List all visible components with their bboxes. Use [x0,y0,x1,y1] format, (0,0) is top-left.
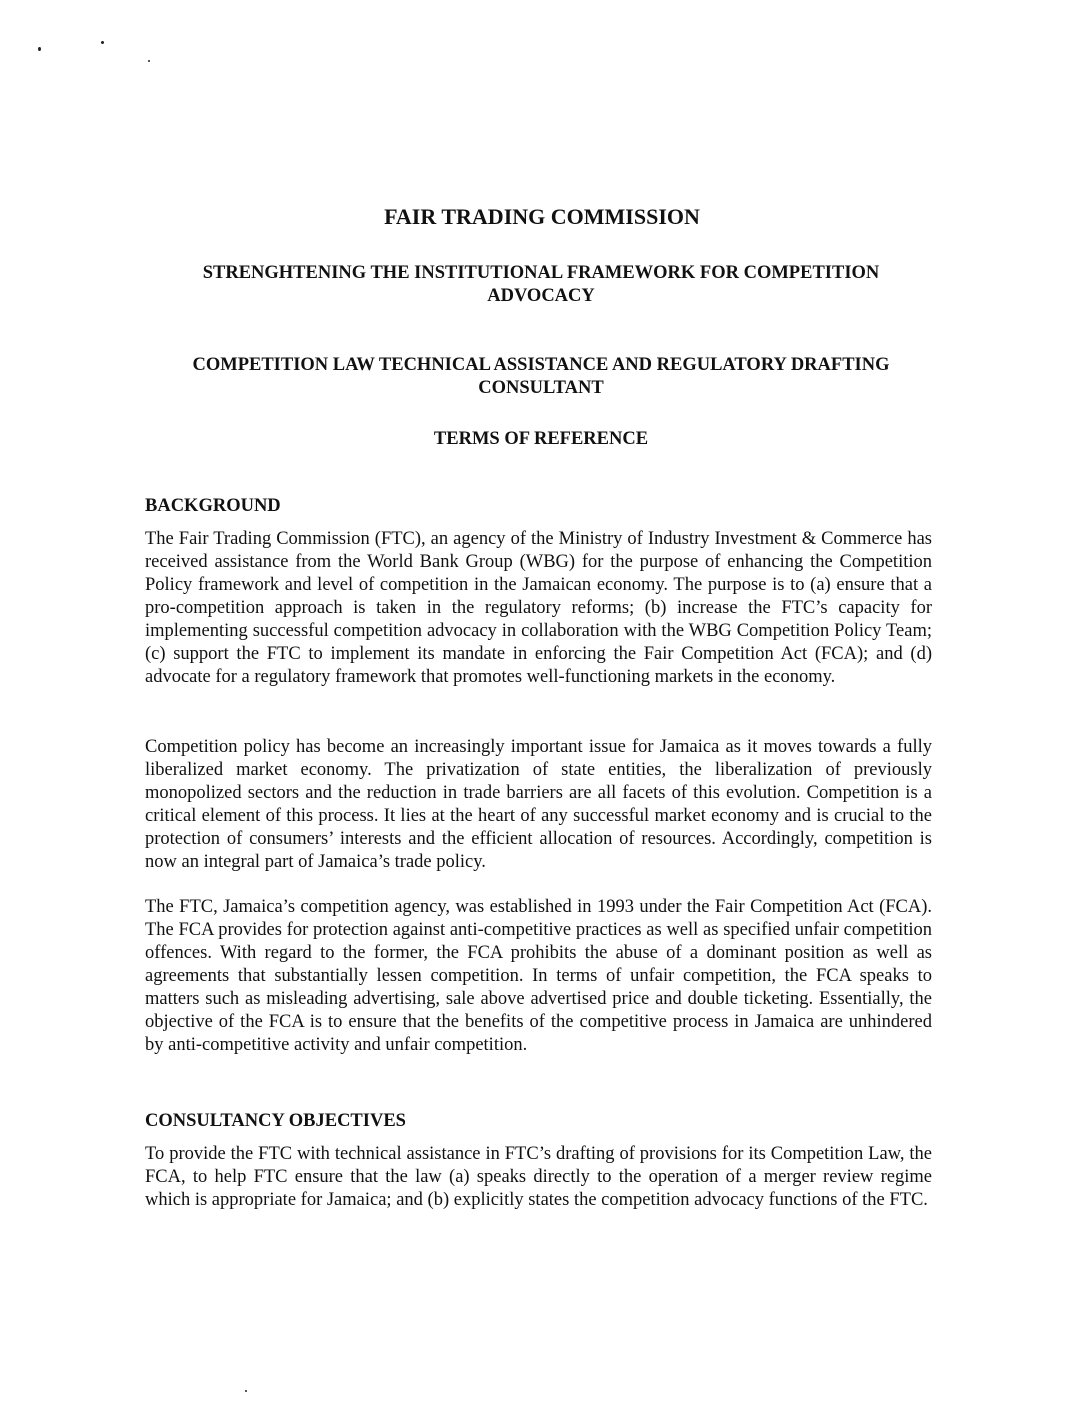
scan-speck [245,1390,247,1392]
scan-speck [101,41,104,44]
project-title [145,262,937,308]
objectives-heading: CONSULTANCY OBJECTIVES [145,1111,406,1131]
consultant-title-line: COMPETITION LAW TECHNICAL ASSISTANCE AND REGULATORY DRAFTING [192,355,890,375]
project-title-line: ADVOCACY [487,286,595,306]
scan-speck [38,47,41,51]
scan-speck [148,60,150,62]
background-paragraph: The Fair Trading Commission (FTC), an agency of the Ministry of Industry Investment & Commerce has received assistance from the World Bank Group (WBG) for the purpose of enhancing the Competition Policy framework and level of competition in the Jamaican economy. The purpose is to (a) ensure that a pro-competition approach is taken in the regulatory reforms; (b) increase the FTC’s capacity for implementing successful competition advocacy in collaboration with the WBG Competition Policy Team; (c) support the FTC to implement its mandate in enforcing the Fair Competition Act (FCA); and (d) advocate for a regulatory framework that promotes well-functioning markets in the economy. [145,529,932,687]
background-heading: BACKGROUND [145,496,281,516]
background-paragraph: The FTC, Jamaica’s competition agency, was established in 1993 under the Fair Competition Act (FCA). The FCA provides for protection against anti-competitive practices as well as specified unfair competition offences. With regard to the former, the FCA prohibits the abuse of a dominant position as well as agreements that substantially lessen competition. In terms of unfair competition, the FCA speaks to matters such as misleading advertising, sale above advertised price and double ticketing. Essentially, the objective of the FCA is to ensure that the benefits of the competitive process in Jamaica are unhindered by anti-competitive activity and unfair competition. [145,897,932,1055]
project-title-line: STRENGHTENING THE INSTITUTIONAL FRAMEWORK FOR COMPETITION [202,263,880,283]
terms-of-reference-heading: TERMS OF REFERENCE [433,429,649,449]
consultant-title [145,354,937,400]
background-paragraph: Competition policy has become an increasingly important issue for Jamaica as it moves towards a fully liberalized market economy. The privatization of state entities, the liberalization of previously monopolized sectors and the reduction in trade barriers are all facets of this evolution. Competition is a critical element of this process. It lies at the heart of any successful market economy and is crucial to the protection of consumers’ interests and the efficient allocation of resources. Accordingly, competition is now an integral part of Jamaica’s trade policy. [145,737,932,872]
objectives-paragraph: To provide the FTC with technical assistance in FTC’s drafting of provisions for its Competition Law, the FCA, to help FTC ensure that the law (a) speaks directly to the operation of a merger review regime which is appropriate for Jamaica; and (b) explicitly states the competition advocacy functions of the FTC. [145,1144,932,1210]
consultant-title-line: CONSULTANT [478,378,604,398]
document-title: FAIR TRADING COMMISSION [384,204,700,229]
